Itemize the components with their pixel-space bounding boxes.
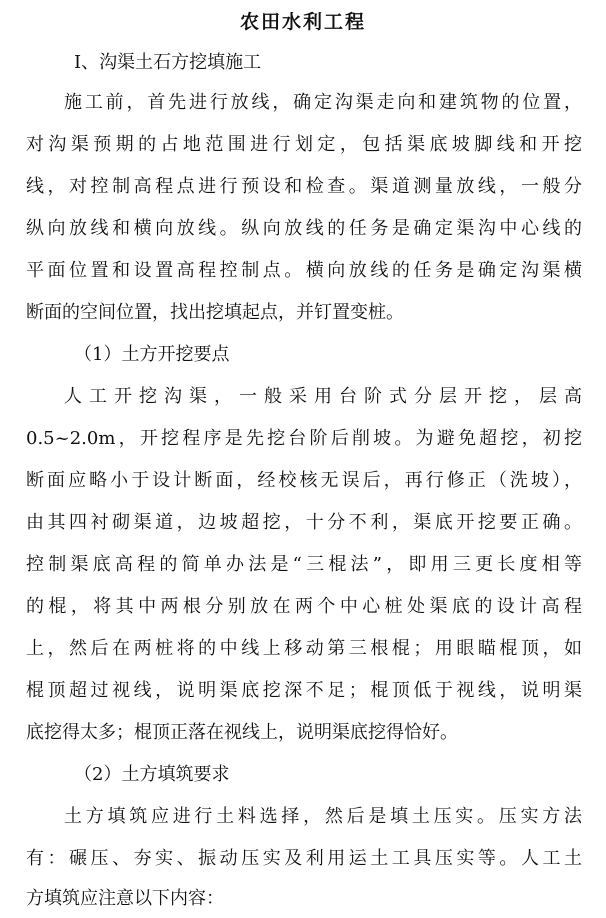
paragraph-line: 对沟渠预期的占地范围进行划定，包括渠底坡脚线和开挖 — [26, 134, 582, 155]
paragraph-line: 断面的空间位置，找出挖填起点，并钉置变桩。 — [26, 302, 404, 323]
paragraph-line: 纵向放线和横向放线。纵向放线的任务是确定渠沟中心线的 — [26, 218, 582, 239]
paragraph-line: 人工开挖沟渠，一般采用台阶式分层开挖，层高 — [64, 386, 582, 407]
paragraph-line: 上，然后在两桩将的中线上移动第三根棍；用眼瞄棍顶，如 — [26, 638, 582, 659]
paragraph-line: 方填筑应注意以下内容： — [26, 888, 224, 909]
paragraph-line: 断面应略小于设计断面，经校核无误后，再行修正（洗坡）， — [26, 470, 582, 491]
subheading-excavation: （1）土方开挖要点 — [74, 344, 230, 365]
section-heading: Ⅰ、沟渠土石方挖填施工 — [74, 52, 262, 73]
paragraph-line: 平面位置和设置高程控制点。横向放线的任务是确定沟渠横 — [26, 260, 582, 281]
subheading-filling: （2）土方填筑要求 — [74, 764, 230, 785]
paragraph-line: 土方填筑应进行土料选择，然后是填土压实。压实方法 — [64, 806, 582, 827]
paragraph-line: 控制渠底高程的简单办法是“三棍法”，即用三更长度相等 — [26, 554, 582, 575]
document-title: 农田水利工程 — [239, 11, 366, 33]
paragraph-line: 棍顶超过视线，说明渠底挖深不足；棍顶低于视线，说明渠 — [26, 680, 582, 701]
paragraph-line: 由其四衬砌渠道，边坡超挖，十分不利，渠底开挖要正确。 — [26, 512, 582, 533]
paragraph-line: 的棍，将其中两根分别放在两个中心桩处渠底的设计高程 — [26, 596, 582, 617]
paragraph-line: 施工前，首先进行放线，确定沟渠走向和建筑物的位置， — [64, 92, 582, 113]
paragraph-line: 有：碾压、夯实、振动压实及利用运土工具压实等。人工土 — [26, 848, 582, 869]
paragraph-line: 底挖得太多；棍顶正落在视线上，说明渠底挖得恰好。 — [26, 722, 458, 743]
paragraph-line: 0.5~2.0m，开挖程序是先挖台阶后削坡。为避免超挖，初挖 — [26, 428, 582, 449]
paragraph-line: 线，对控制高程点进行预设和检查。渠道测量放线，一般分 — [26, 176, 582, 197]
